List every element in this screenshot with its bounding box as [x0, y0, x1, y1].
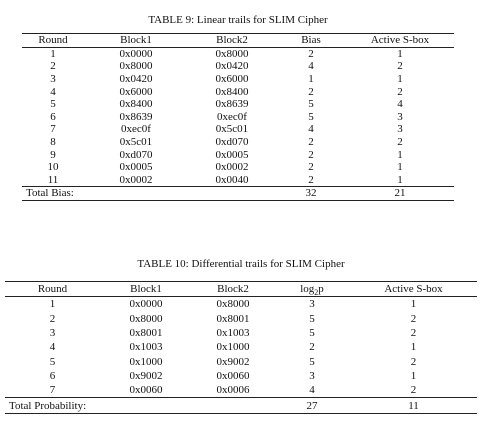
cell-active-sbox: 2	[397, 60, 403, 73]
table-row	[22, 60, 454, 73]
cell-round: 5	[50, 98, 56, 111]
cell-block2: 0x8400	[215, 85, 249, 98]
cell-block2: 0x0060	[216, 369, 250, 382]
cell-active-sbox: 2	[397, 136, 403, 149]
table-row	[5, 326, 477, 340]
cell-block2: 0x5c01	[215, 123, 249, 136]
table-9	[22, 14, 454, 201]
cell-block1: 0xd070	[119, 148, 153, 161]
log-var: p	[318, 283, 324, 296]
cell-bias: 2	[308, 148, 314, 161]
cell-active-sbox: 2	[410, 327, 417, 340]
table-9-header-row	[22, 34, 454, 48]
header-block1: Block1	[100, 282, 192, 297]
cell-block1: 0x8000	[119, 60, 153, 73]
cell-active-sbox: 1	[397, 161, 403, 174]
cell-block2: 0x0002	[215, 161, 249, 174]
cell-block1: 0x8400	[119, 98, 153, 111]
cell-round: 6	[50, 110, 56, 123]
cell-active-sbox: 1	[397, 73, 403, 86]
cell-round: 3	[50, 73, 56, 86]
cell-block1: 0x0420	[119, 73, 153, 86]
header-round: Round	[22, 34, 84, 48]
table-10-total-row	[5, 398, 477, 413]
table-row	[22, 47, 454, 60]
cell-round: 6	[49, 369, 56, 382]
cell-log2p: 5	[309, 327, 315, 340]
table-9-body	[22, 47, 454, 187]
cell-round: 9	[50, 148, 56, 161]
total-bias-value: 32	[276, 187, 346, 201]
total-active-sbox-value: 21	[346, 187, 454, 201]
cell-active-sbox: 2	[410, 384, 417, 397]
cell-log2p: 3	[309, 298, 315, 311]
header-block1: Block1	[84, 34, 188, 48]
cell-round: 7	[49, 384, 56, 397]
cell-round: 2	[49, 312, 56, 325]
header-log2p	[274, 282, 350, 297]
cell-round: 4	[50, 85, 56, 98]
cell-block2: 0x1000	[216, 341, 250, 354]
cell-bias: 2	[308, 161, 314, 174]
cell-active-sbox: 3	[397, 110, 403, 123]
table-row	[5, 383, 477, 398]
cell-active-sbox: 1	[410, 298, 417, 311]
cell-active-sbox: 4	[397, 98, 403, 111]
cell-block1: 0x6000	[119, 85, 153, 98]
cell-active-sbox: 1	[410, 341, 417, 354]
cell-round: 3	[49, 327, 56, 340]
cell-block1: 0x0002	[119, 173, 153, 186]
cell-bias: 1	[308, 73, 314, 86]
header-active-sbox: Active S-box	[346, 34, 454, 48]
table-row	[22, 123, 454, 136]
table-row	[22, 98, 454, 111]
cell-block2: 0x0420	[215, 60, 249, 73]
cell-block1: 0x0000	[119, 47, 153, 60]
cell-block2: 0x8000	[215, 47, 249, 60]
cell-block1: 0x1003	[129, 341, 163, 354]
cell-bias: 2	[308, 173, 314, 186]
cell-active-sbox: 2	[410, 312, 417, 325]
cell-block2: 0x1003	[216, 327, 250, 340]
log-text: log	[300, 283, 315, 296]
total-log-p-value: 27	[274, 398, 350, 413]
table-row	[5, 297, 477, 312]
cell-block1: 0x8000	[129, 312, 163, 325]
table-10-caption: TABLE 10: Differential trails for SLIM Cipher	[137, 258, 345, 270]
cell-round: 11	[47, 173, 59, 186]
table-row	[22, 111, 454, 124]
cell-round: 1	[49, 298, 56, 311]
linear-trails-table	[22, 33, 454, 201]
cell-block1: 0x8639	[119, 110, 153, 123]
cell-round: 2	[50, 60, 56, 73]
cell-block2: 0x6000	[215, 73, 249, 86]
cell-block1: 0x0000	[129, 298, 163, 311]
cell-block2: 0x8001	[216, 312, 250, 325]
cell-active-sbox: 1	[397, 47, 403, 60]
header-active-sbox: Active S-box	[350, 282, 477, 297]
total-bias-label: Total Bias:	[22, 187, 276, 201]
table-row	[22, 174, 454, 187]
cell-round: 10	[47, 161, 59, 174]
cell-block2: 0xd070	[215, 136, 249, 149]
cell-block2: 0x8000	[216, 298, 250, 311]
table-10-body	[5, 297, 477, 398]
table-row	[5, 312, 477, 326]
cell-block1: 0x5c01	[119, 136, 153, 149]
header-block2: Block2	[188, 34, 276, 48]
cell-block1: 0x0060	[129, 384, 163, 397]
cell-active-sbox: 1	[397, 173, 403, 186]
log-subscript: 2	[314, 288, 319, 298]
cell-round: 4	[49, 341, 56, 354]
cell-block1: 0x1000	[129, 355, 163, 368]
cell-active-sbox: 1	[410, 369, 417, 382]
cell-round: 1	[50, 47, 56, 60]
cell-block2: 0x8639	[215, 98, 249, 111]
header-bias: Bias	[276, 34, 346, 48]
differential-trails-table	[5, 281, 477, 414]
table-row	[22, 136, 454, 149]
table-row	[5, 369, 477, 383]
header-round: Round	[5, 282, 100, 297]
cell-bias: 4	[308, 123, 314, 136]
cell-block2: 0x0040	[215, 173, 249, 186]
cell-block2: 0x0006	[216, 384, 250, 397]
table-row	[22, 85, 454, 98]
cell-bias: 5	[308, 98, 314, 111]
table-9-caption: TABLE 9: Linear trails for SLIM Cipher	[148, 14, 328, 26]
cell-round: 5	[49, 355, 56, 368]
cell-bias: 4	[308, 60, 314, 73]
table-10	[5, 258, 477, 414]
header-block2: Block2	[192, 282, 274, 297]
cell-bias: 2	[308, 136, 314, 149]
cell-block1: 0x0005	[119, 161, 153, 174]
total-active-sbox-value: 11	[350, 398, 477, 413]
cell-log2p: 2	[309, 341, 315, 354]
table-row	[5, 340, 477, 354]
cell-active-sbox: 1	[397, 148, 403, 161]
table-10-header-row	[5, 282, 477, 297]
cell-block1: 0xec0f	[121, 123, 151, 136]
cell-block1: 0x8001	[129, 327, 163, 340]
cell-bias: 2	[308, 85, 314, 98]
cell-log2p: 5	[309, 312, 315, 325]
cell-active-sbox: 2	[410, 355, 417, 368]
cell-active-sbox: 2	[397, 85, 403, 98]
cell-bias: 5	[308, 110, 314, 123]
cell-round: 7	[50, 123, 56, 136]
cell-round: 8	[50, 136, 56, 149]
table-9-total-row	[22, 187, 454, 201]
cell-block1: 0x9002	[129, 369, 163, 382]
cell-bias: 2	[308, 47, 314, 60]
table-row	[22, 73, 454, 86]
cell-log2p: 5	[309, 355, 315, 368]
total-probability-label: Total Probability:	[5, 398, 274, 413]
cell-log2p: 3	[309, 369, 315, 382]
cell-block2: 0xec0f	[217, 110, 247, 123]
table-row	[22, 148, 454, 161]
table-row	[22, 161, 454, 174]
table-row	[5, 354, 477, 368]
cell-log2p: 4	[309, 384, 315, 397]
cell-block2: 0x0005	[215, 148, 249, 161]
cell-block2: 0x9002	[216, 355, 250, 368]
cell-active-sbox: 3	[397, 123, 403, 136]
